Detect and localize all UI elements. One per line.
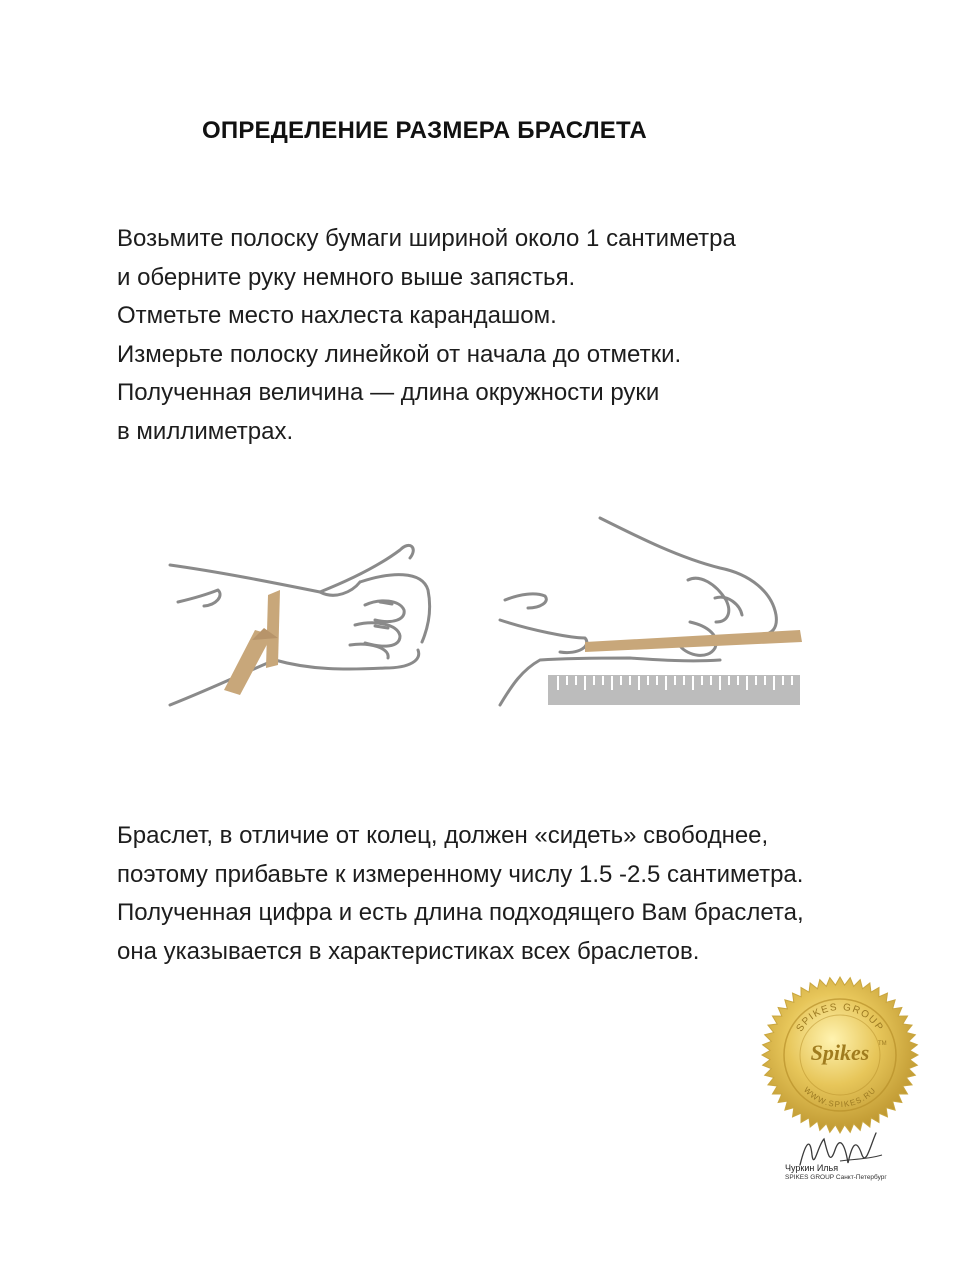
- signature-name: Чуркин Илья: [785, 1163, 839, 1173]
- paper-strip-on-wrist: [224, 590, 280, 695]
- instruction-line: Полученная величина — длина окружности руки: [117, 379, 660, 406]
- signature-org: SPIKES GROUP Санкт-Петербург: [785, 1174, 887, 1181]
- instructions-paragraph: [117, 220, 736, 451]
- measurement-illustration: [160, 510, 810, 730]
- instruction-line: Отметьте место нахлеста карандашом.: [117, 302, 557, 329]
- wrist-with-strip-illustration: [170, 545, 430, 705]
- note-line: Браслет, в отличие от колец, должен «сидеть» свободнее,: [117, 822, 769, 849]
- instruction-line: и оберните руку немного выше запястья.: [117, 263, 576, 291]
- paper-strip-flat: [585, 630, 802, 652]
- instruction-line: в миллиметрах.: [117, 417, 294, 445]
- instruction-line: Измерьте полоску линейкой от начала до отметки.: [117, 340, 682, 368]
- note-line: поэтому прибавьте к измеренному числу 1.5 -2.5 сантиметра.: [117, 860, 804, 888]
- seal-tm-text: TM: [878, 1041, 887, 1047]
- page-title: ОПРЕДЕЛЕНИЕ РАЗМЕРА БРАСЛЕТА: [202, 117, 647, 144]
- note-paragraph: [117, 817, 804, 971]
- gold-seal: [760, 975, 920, 1135]
- seal-top-text: SPIKES GROUP: [794, 1001, 886, 1034]
- ruler: [548, 675, 800, 705]
- note-line: она указывается в характеристиках всех браслетов.: [117, 937, 700, 965]
- note-line: Полученная цифра и есть длина подходящего Вам браслета,: [117, 899, 804, 926]
- seal-brand-text: Spikes: [810, 1040, 870, 1065]
- seal-bottom-text: WWW.SPIKES.RU: [801, 1085, 879, 1110]
- instruction-line: Возьмите полоску бумаги шириной около 1 сантиметра: [117, 225, 736, 252]
